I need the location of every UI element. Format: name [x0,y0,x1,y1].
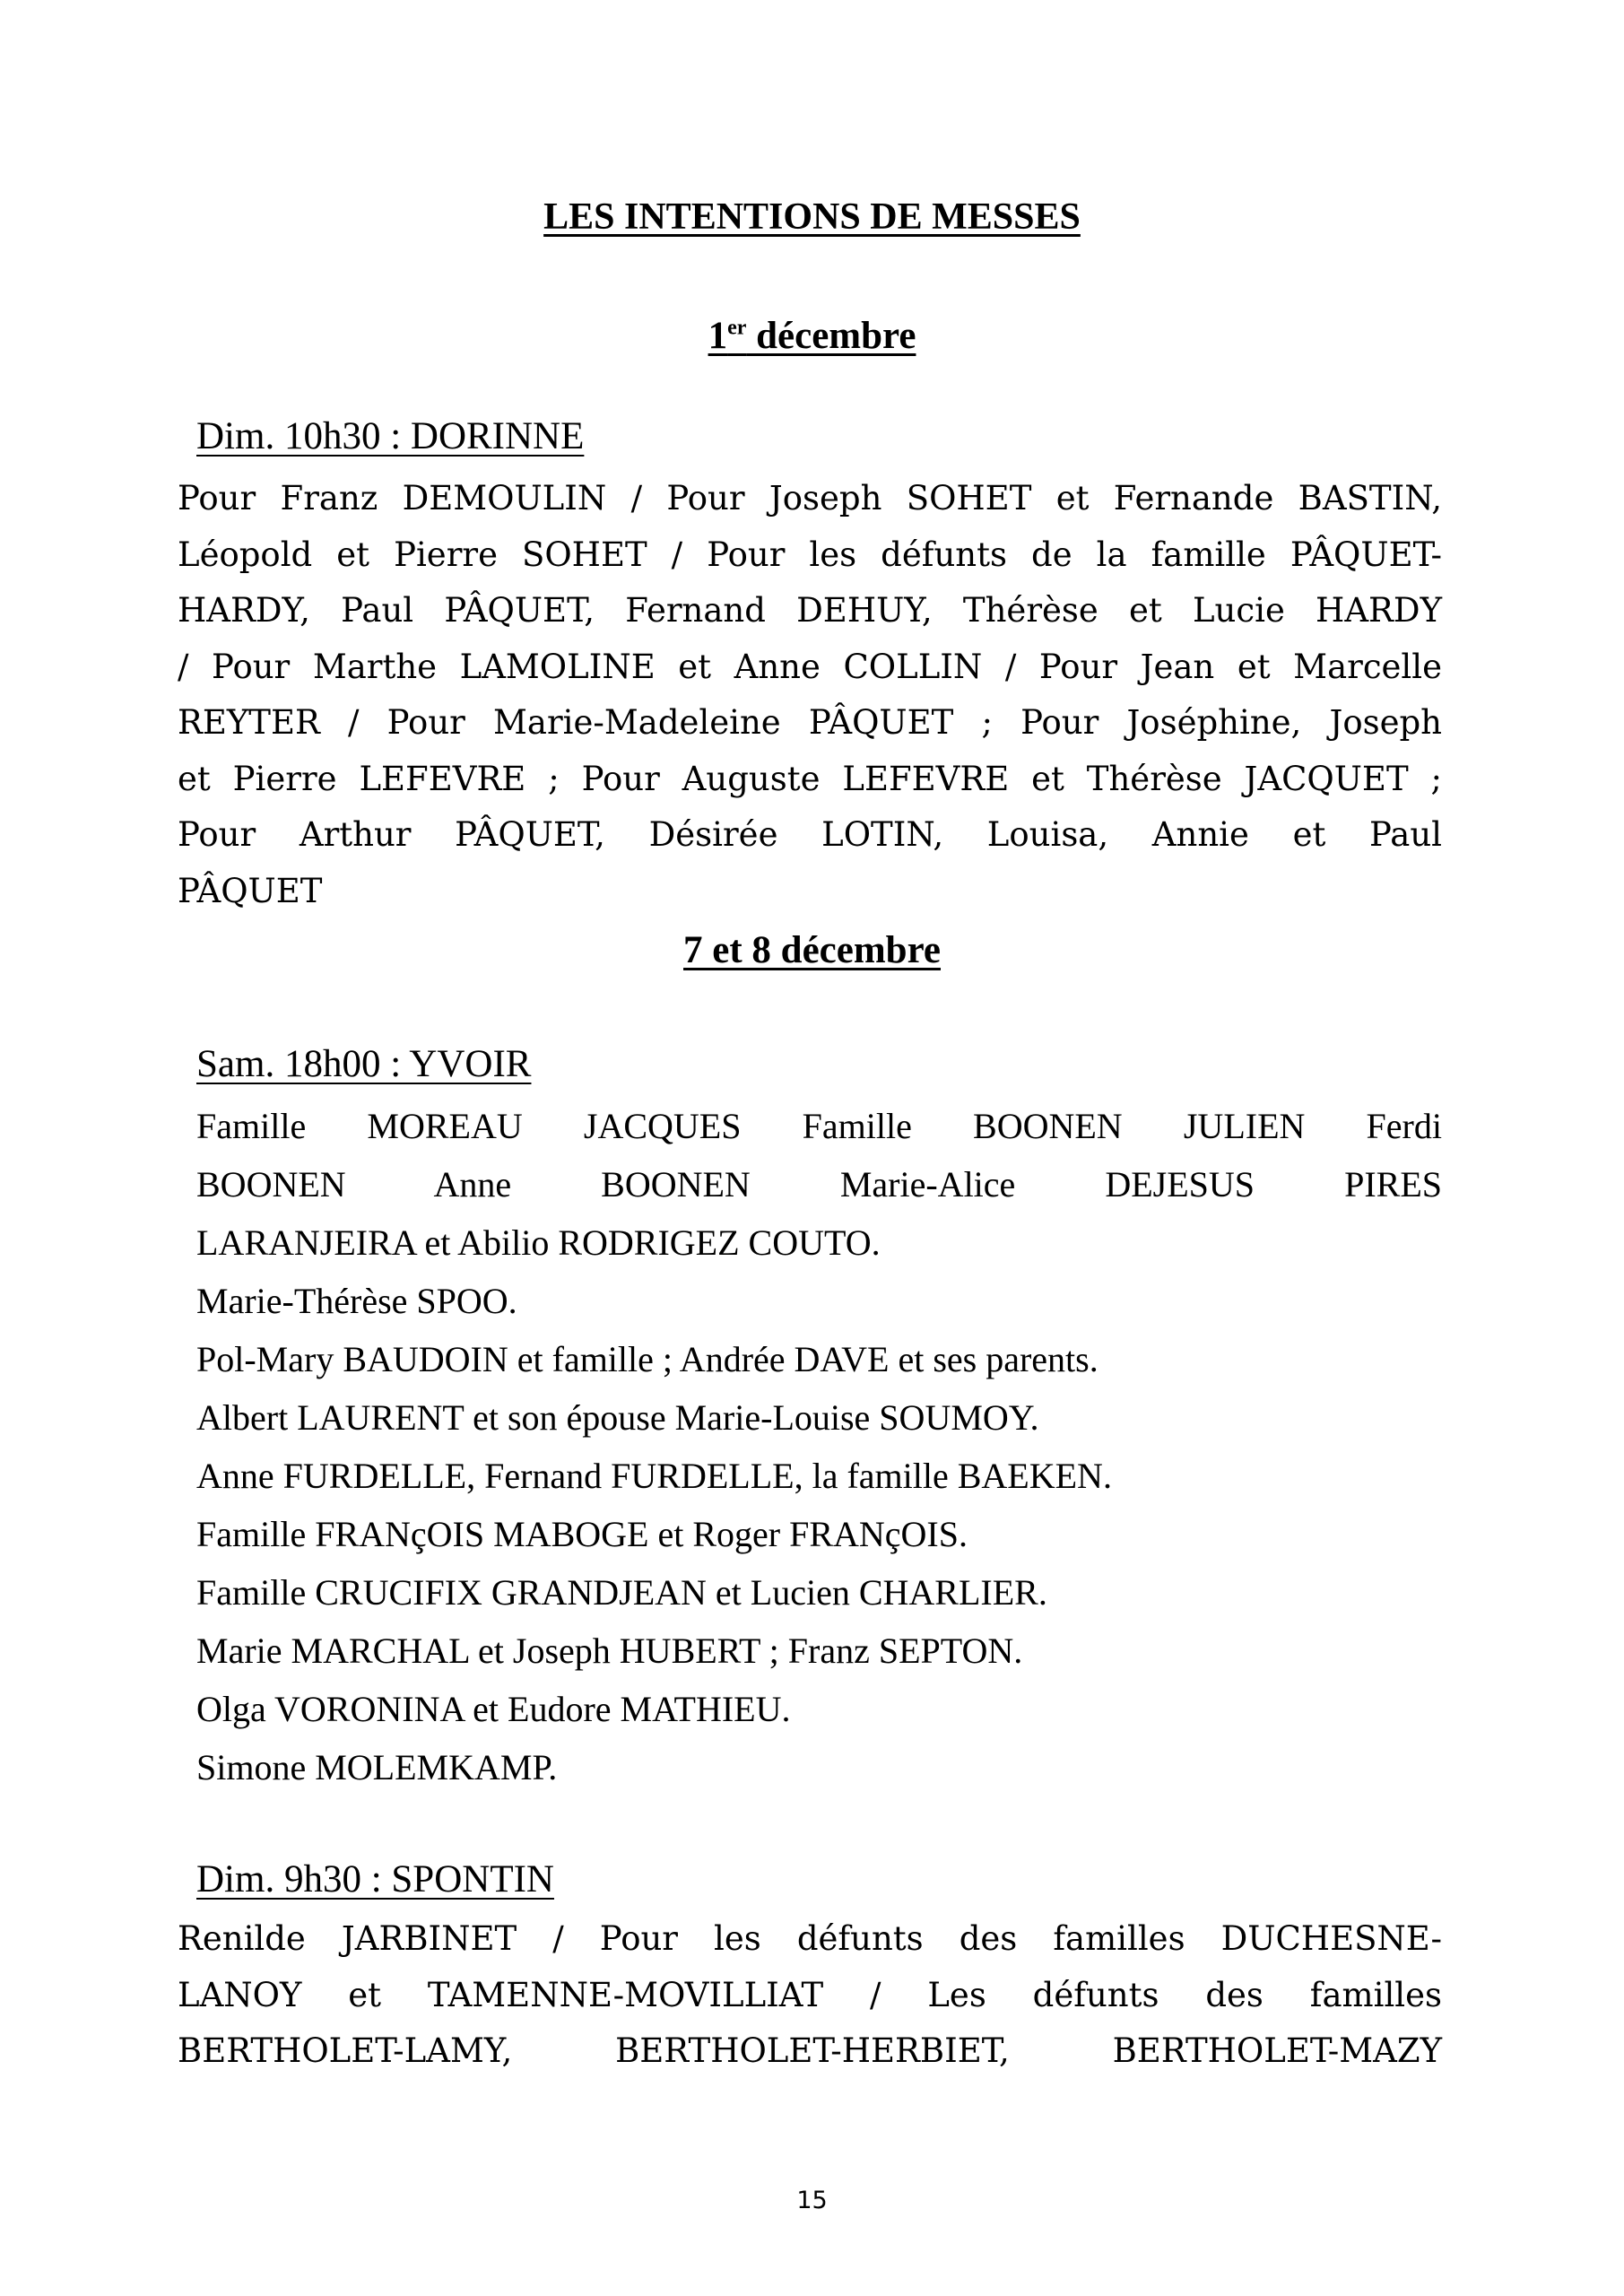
intentions-dorinne [178,471,1442,919]
date-heading-1-text [708,315,916,357]
intention-line: Marie-Thérèse SPOO. [196,1281,517,1321]
intention-line: Pour Arthur PÂQUET, Désirée LOTIN, Louisa, Annie et Paul [178,815,1442,854]
page-title-text: LES INTENTIONS DE MESSES [543,196,1081,238]
intention-line: Famille MOREAU JACQUES Famille BOONEN JULIEN Ferdi [196,1106,1442,1146]
intention-line: Pour Franz DEMOULIN / Pour Joseph SOHET et Fernande BASTIN, [178,479,1442,517]
date-heading-2-text: 7 et 8 décembre [683,929,941,971]
intention-line: LANOY et TAMENNE-MOVILLIAT / Les défunts des familles [178,1975,1442,2014]
intention-line: et Pierre LEFEVRE ; Pour Auguste LEFEVRE et Thérèse JACQUET ; [178,759,1442,798]
intention-line: LARANJEIRA et Abilio RODRIGEZ COUTO. [196,1222,881,1263]
mass-heading-dorinne: Dim. 10h30 : DORINNE [196,415,585,457]
intention-line: Famille CRUCIFIX GRANDJEAN et Lucien CHARLIER. [196,1572,1047,1613]
date-heading-1 [0,314,1624,358]
date-day: 1 [708,315,728,357]
intention-line: REYTER / Pour Marie-Madeleine PÂQUET ; Pour Joséphine, Joseph [178,703,1442,742]
intention-line: BOONEN Anne BOONEN Marie-Alice DEJESUS PIRES [196,1164,1442,1205]
page-number: 15 [796,2187,828,2214]
intention-line: Simone MOLEMKAMP. [196,1747,558,1787]
date-month: décembre [746,315,916,357]
intention-line: Léopold et Pierre SOHET / Pour les défunts de la famille PÂQUET- [178,535,1442,574]
intention-line: HARDY, Paul PÂQUET, Fernand DEHUY, Thérèse et Lucie HARDY [178,591,1442,630]
intention-line: Pol-Mary BAUDOIN et famille ; Andrée DAVE et ses parents. [196,1339,1099,1379]
intention-line: Olga VORONINA et Eudore MATHIEU. [196,1689,791,1729]
intentions-yvoir [196,1097,1442,1796]
page-title [0,196,1624,239]
intention-line: Albert LAURENT et son épouse Marie-Louise SOUMOY. [196,1397,1039,1438]
date-heading-2 [0,928,1624,972]
intention-line: Marie MARCHAL et Joseph HUBERT ; Franz SEPTON. [196,1631,1023,1671]
date-ordinal-suffix: er [727,316,747,340]
mass-heading-spontin: Dim. 9h30 : SPONTIN [196,1858,554,1900]
intention-line: Anne FURDELLE, Fernand FURDELLE, la famille BAEKEN. [196,1456,1112,1496]
intentions-spontin [178,1911,1442,2080]
intention-line: Famille FRANçOIS MABOGE et Roger FRANçOIS. [196,1514,968,1554]
mass-heading-yvoir: Sam. 18h00 : YVOIR [196,1043,532,1085]
intention-line: Renilde JARBINET / Pour les défunts des familles DUCHESNE- [178,1919,1442,1958]
intention-line: BERTHOLET-LAMY, BERTHOLET-HERBIET, BERTHOLET-MAZY [178,2031,1442,2070]
intention-line: / Pour Marthe LAMOLINE et Anne COLLIN / Pour Jean et Marcelle [178,647,1442,686]
intention-line: PÂQUET [178,871,323,910]
